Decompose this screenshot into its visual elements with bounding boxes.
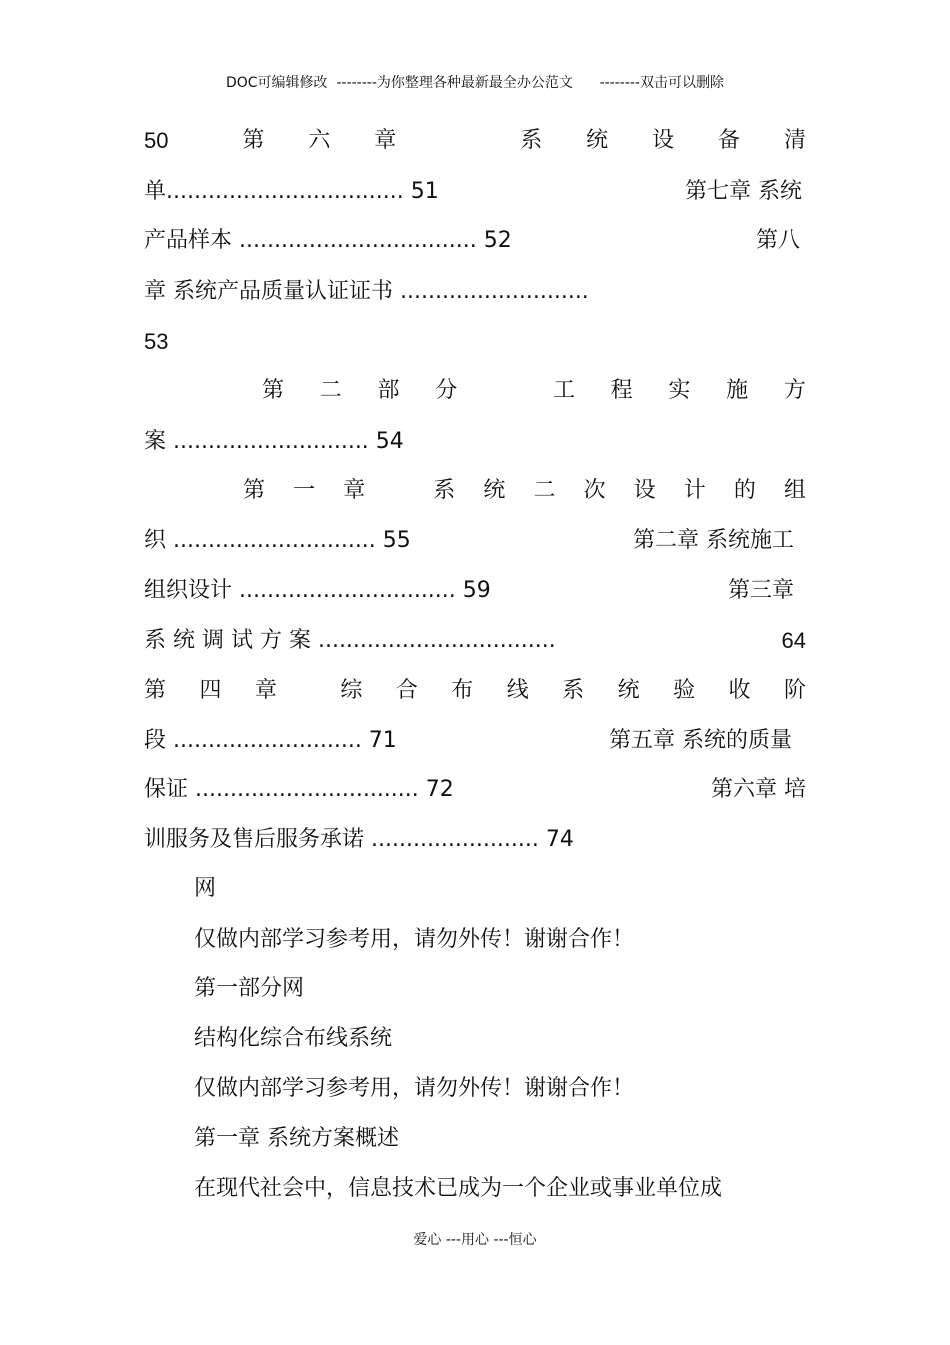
toc-char: 布	[451, 678, 474, 703]
body-paragraph: 仅做内部学习参考用，请勿外传！谢谢合作！	[194, 927, 635, 952]
toc-char: 第	[262, 378, 285, 403]
toc-char: 部	[377, 378, 400, 403]
toc-char: 施	[726, 378, 749, 403]
toc-line-13-left: 段 ........................... 71	[144, 728, 397, 753]
toc-char: 章	[254, 678, 277, 703]
toc-char: 验	[673, 678, 696, 703]
toc-char: 备	[718, 128, 741, 153]
toc-char: 统	[617, 678, 640, 703]
toc-char: 二	[533, 478, 556, 503]
toc-char: 系	[433, 478, 456, 503]
toc-line-6	[262, 376, 806, 406]
toc-line-3-left: 产品样本 .................................. 52	[144, 228, 512, 253]
toc-line-14-right: 第六章 培	[711, 777, 806, 802]
toc-char: 设	[633, 478, 656, 503]
toc-line-2-right: 第七章 系统	[685, 179, 802, 204]
toc-char: 实	[668, 378, 691, 403]
section-heading: 结构化综合布线系统	[194, 1026, 393, 1051]
toc-line-8	[243, 476, 806, 506]
toc-char: 二	[319, 378, 342, 403]
toc-char: 程	[610, 378, 633, 403]
toc-char: 第	[243, 478, 266, 503]
toc-char: 第	[144, 678, 167, 703]
toc-char: 系	[520, 128, 543, 153]
toc-line-4: 章 系统产品质量认证证书 ...........................	[144, 279, 589, 304]
toc-char: 工	[552, 378, 575, 403]
toc-line-3-right: 第八	[755, 228, 800, 253]
toc-char: 组	[783, 478, 806, 503]
page-header: DOC可编辑修改 --------为你整理各种最新最全办公范文 --------双击可以删除	[225, 75, 724, 91]
toc-char: 方	[783, 378, 806, 403]
toc-line-12	[144, 676, 806, 706]
toc-char: 设	[652, 128, 675, 153]
toc-char: 清	[783, 128, 806, 153]
toc-char: 分	[435, 378, 458, 403]
toc-line-1	[144, 126, 806, 156]
toc-page-number: 50	[144, 128, 169, 153]
toc-char: 综	[340, 678, 363, 703]
toc-line-11-left: 系 统 调 试 方 案 ..................................	[144, 628, 556, 653]
toc-line-7: 案 ............................ 54	[144, 429, 404, 454]
toc-char: 四	[199, 678, 222, 703]
toc-line-13-right: 第五章 系统的质量	[609, 728, 792, 753]
toc-line-14-left: 保证 ................................ 72	[144, 777, 454, 802]
chapter-heading: 第一章 系统方案概述	[194, 1126, 399, 1151]
toc-char: 次	[583, 478, 606, 503]
toc-char: 线	[506, 678, 529, 703]
toc-char: 一	[293, 478, 316, 503]
toc-line-10-left: 组织设计 ............................... 59	[144, 578, 491, 603]
body-paragraph: 在现代社会中，信息技术已成为一个企业或事业单位成	[194, 1176, 723, 1201]
toc-line-9-right: 第二章 系统施工	[633, 528, 794, 553]
page-footer: 爱心 ---用心 ---恒心	[413, 1232, 537, 1248]
toc-line-11-right: 64	[781, 628, 806, 653]
toc-char: 统	[586, 128, 609, 153]
body-paragraph: 网	[194, 876, 217, 901]
toc-char: 系	[562, 678, 585, 703]
toc-char: 统	[483, 478, 506, 503]
toc-char: 收	[728, 678, 751, 703]
body-paragraph: 仅做内部学习参考用，请勿外传！谢谢合作！	[194, 1076, 635, 1101]
toc-char: 章	[343, 478, 366, 503]
toc-char: 第	[242, 128, 265, 153]
toc-line-2-left: 单.................................. 51	[144, 179, 439, 204]
toc-line-9-left: 织 ............................. 55	[144, 528, 411, 553]
toc-char: 阶	[783, 678, 806, 703]
toc-char: 的	[733, 478, 756, 503]
toc-line-5: 53	[144, 329, 169, 354]
toc-char: 章	[374, 128, 397, 153]
toc-line-15: 训服务及售后服务承诺 ........................ 74	[144, 827, 574, 852]
toc-char: 六	[308, 128, 331, 153]
toc-char: 合	[395, 678, 418, 703]
section-heading: 第一部分网	[194, 976, 305, 1001]
toc-char: 计	[683, 478, 706, 503]
toc-line-10-right: 第三章	[727, 578, 794, 603]
